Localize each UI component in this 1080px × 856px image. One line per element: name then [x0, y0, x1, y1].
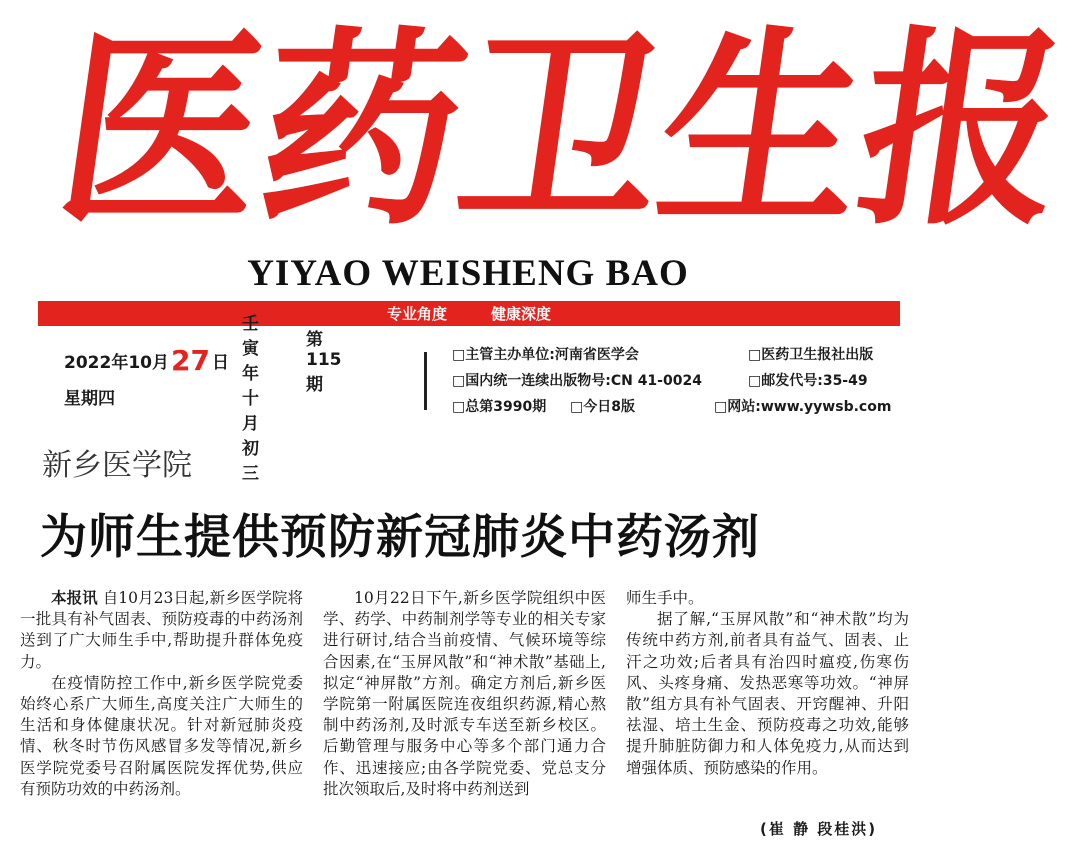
publisher-info: [452, 342, 902, 420]
publisher-name: □医药卫生报社出版: [748, 347, 874, 363]
date-day: 27: [170, 343, 210, 377]
slogan-2: 健康深度: [491, 305, 552, 323]
info-divider: [424, 352, 427, 410]
article-headline: 为师生提供预防新冠肺炎中药汤剂: [40, 510, 760, 565]
masthead-char: 医: [44, 7, 280, 254]
byline: (崔 静 段桂洪): [760, 820, 878, 838]
masthead-char: 卫: [444, 7, 680, 254]
paragraph-3-end: 师生手中。: [626, 589, 704, 607]
date-suffix: 日: [211, 352, 229, 373]
postal-code: □邮发代号:35-49: [748, 373, 868, 389]
page-count: □今日8版: [570, 399, 635, 415]
paragraph: [20, 588, 303, 673]
issue-number: 第115期: [306, 330, 342, 395]
total-issue: □总第3990期: [452, 399, 547, 415]
article-column-3: [626, 588, 909, 779]
article-column-2: [323, 588, 606, 800]
masthead-char: 报: [844, 7, 1080, 254]
article-column-1: [20, 588, 303, 800]
lead-tag: 本报讯: [51, 589, 98, 607]
sponsor-info: □主管主办单位:河南省医学会: [452, 347, 639, 363]
masthead-char: 生: [644, 7, 880, 254]
website: □网站:www.yywsb.com: [714, 399, 892, 415]
weekday: 星期四: [64, 388, 115, 409]
paragraph-3: 10月22日下午,新乡医学院组织中医学、药学、中药制剂学等专业的相关专家进行研讨,结合当前疫情、气候环境等综合因素,在“玉屏风散”和“神术散”基础上,拟定“神屏散”方剂。确定方剂后,新乡医学院第一附属医院连夜组织药源,精心熬制中药汤剂,及时派专车送至新乡校区。后勤管理与服务中心等多个部门通力合作、迅速接应;由各学院党委、党总支分批次领取后,及时将中药剂送到: [323, 589, 606, 798]
paragraph-4: 据了解,“玉屏风散”和“神术散”均为传统中药方剂,前者具有益气、固表、止汗之功效;后者具有治四时瘟疫,伤寒伤风、头疼身痛、发热恶寒等功效。“神屏散”组方具有补气固表、开窍醒神、升阳祛湿、培土生金、预防疫毒之功效,能够提升肺脏防御力和人体免疫力,从而达到增强体质、预防感染的作用。: [626, 610, 909, 777]
slogan-1: 专业角度: [386, 305, 447, 323]
article-kicker: 新乡医学院: [42, 448, 192, 483]
masthead-logo: [44, 7, 1080, 254]
paragraph-2: 在疫情防控工作中,新乡医学院党委始终心系广大师生,高度关注广大师生的生活和身体健康状况。针对新冠肺炎疫情、秋冬时节伤风感冒多发等情况,新乡医学院党委号召附属医院发挥优势,供应有预防功效的中药汤剂。: [20, 673, 303, 798]
slogan-bar: [38, 301, 900, 326]
paragraph-1: 自10月23日起,新乡医学院将一批具有补气固表、预防疫毒的中药汤剂送到了广大师生手中,帮助提升群体免疫力。: [20, 589, 303, 671]
date-row: [64, 330, 342, 395]
masthead-pinyin: YIYAO WEISHENG BAO: [247, 253, 689, 294]
masthead-char: 药: [244, 7, 480, 254]
cn-number: □国内统一连续出版物号:CN 41-0024: [452, 373, 702, 389]
date-prefix: 2022年10月: [64, 352, 169, 373]
lunar-date: 壬寅年十月初三: [242, 313, 259, 484]
